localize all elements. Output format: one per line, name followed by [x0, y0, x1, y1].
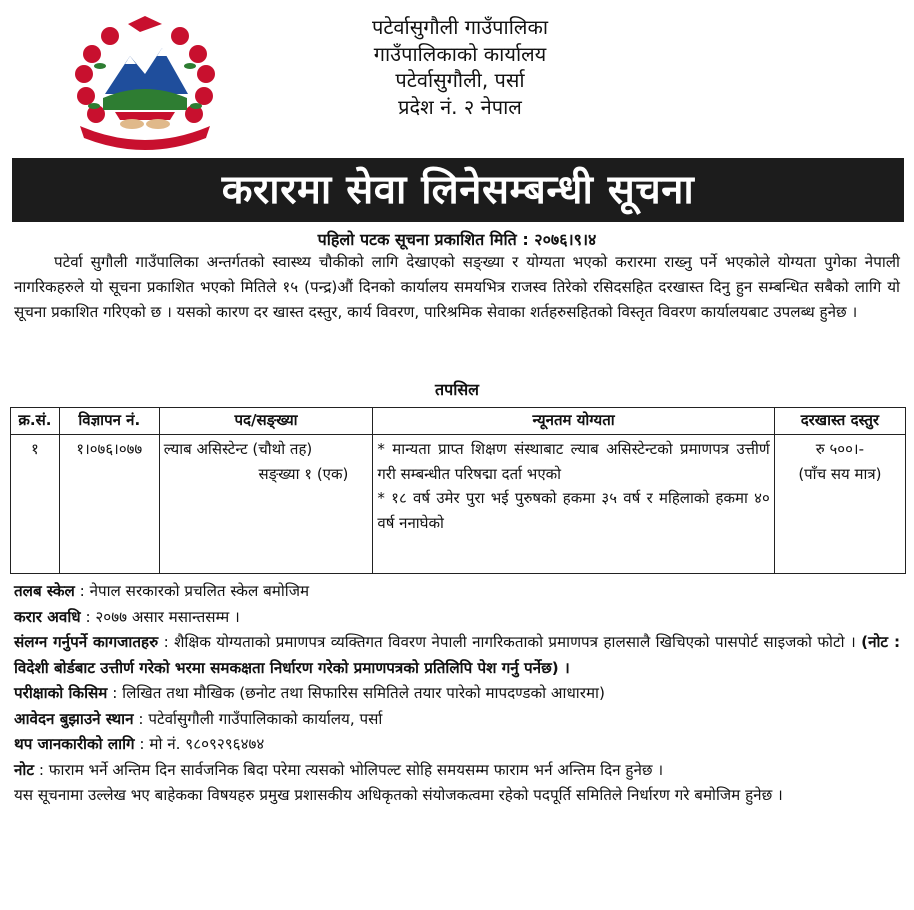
note-label: नोट — [14, 760, 35, 779]
exam-label: परीक्षाको किसिम — [14, 684, 108, 702]
qualification-item: * १८ वर्ष उमेर पुरा भई पुरुषको हकमा ३५ वर्ष र महिलाको हकमा ४० वर्ष ननाघेको — [377, 489, 770, 532]
office-name: गाउँपालिकाको कार्यालय — [373, 41, 547, 66]
fee-amount: रु ५००।- — [815, 440, 865, 458]
salary-value: : नेपाल सरकारको प्रचलित स्केल बमोजिम — [79, 582, 310, 600]
notice-details — [14, 579, 900, 809]
contract-label: करार अवधि — [14, 607, 81, 626]
col-serial-header: क्र.सं. — [11, 408, 60, 435]
salary-scale-line — [14, 579, 900, 605]
qualification-item: * मान्यता प्राप्त शिक्षण संस्थाबाट ल्याब असिस्टेन्टको प्रमाणपत्र उत्तीर्ण गरी सम्बन्धीत परिषद्मा दर्ता भएको — [377, 440, 770, 483]
municipality-name: पटेर्वासुगौली गाउँपालिका — [371, 15, 549, 39]
fee-cell — [774, 435, 905, 574]
table-header-row — [11, 408, 906, 435]
qualification-cell — [373, 435, 774, 574]
schedule-heading: तपसिल — [434, 380, 480, 399]
office-address-block — [250, 14, 670, 120]
post-count: सङ्ख्या १ (एक) — [258, 464, 349, 483]
exam-type-line — [14, 681, 900, 707]
documents-label: संलग्न गर्नुपर्ने कागजातहरु — [14, 633, 159, 651]
required-documents-line — [14, 630, 900, 681]
nepal-government-emblem-icon — [70, 14, 220, 154]
col-advert-header: विज्ञापन नं. — [59, 408, 159, 435]
table-row — [11, 435, 906, 574]
contact-label: थप जानकारीको लागि — [14, 735, 135, 753]
submission-place-line — [14, 707, 900, 733]
publication-date: पहिलो पटक सूचना प्रकाशित मिति : २०७६।९।४ — [317, 230, 597, 249]
salary-label: तलब स्केल — [14, 582, 75, 600]
contact-value: : मो नं. ९८०९२९६४७४ — [139, 735, 265, 753]
exam-value: : लिखित तथा मौखिक (छनोट तथा सिफारिस समितिले तयार पारेको मापदण्डको आधारमा) — [112, 684, 605, 702]
col-fee-header: दरखास्त दस्तुर — [774, 408, 905, 435]
fee-in-words: (पाँच सय मात्र) — [798, 464, 882, 483]
submit-value: : पटेर्वासुगौली गाउँपालिकाको कार्यालय, पर्सा — [138, 709, 383, 728]
advert-cell: १।०७६।०७७ — [59, 435, 159, 574]
documents-value: : शैक्षिक योग्यताको प्रमाणपत्र व्यक्तिगत विवरण नेपाली नागरिकताको प्रमाणपत्र हालसालै खिचिएको पासपोर्ट साइजको फोटो । — [163, 633, 856, 651]
intro-paragraph: पटेर्वा सुगौली गाउँपालिका अन्तर्गतको स्वास्थ्य चौकीको लागि देखाएको सङ्ख्या र योग्यता भएको करारमा राख्नु पर्ने भएकोले योग्यता पुगेका नेपाली नागरिकहरुले यो सूचना प्रकाशित भएको मितिले १५ (पन्द्र)औं दिनको कार्यालय समयभित्र राजस्व तिरेको रसिदसहित दरखास्त दिनु हुन सम्बन्धित सबैको लागि यो सूचना प्रकाशित गरिएको छ । यसको कारण दर खास्त दस्तुर, कार्य विवरण, पारिश्रमिक सेवाका शर्तहरुसहितको विस्तृत विवरण कार्यालयबाट उपलब्ध हुनेछ । — [14, 253, 900, 321]
closing-line: यस सूचनामा उल्लेख भए बाहेकका विषयहरु प्रमुख प्रशासकीय अधिकृतको संयोजकत्वमा रहेको पदपूर्ति समितिले निर्धारण गरे बमोजिम हुनेछ । — [14, 786, 783, 804]
documents-note: (नोट : विदेशी बोर्डबाट उत्तीर्ण गरेको भरमा समकक्षता निर्धारण गरेको प्रमाणपत्रको प्रतिलिपि पेश गर्नु पर्नेछ) । — [14, 633, 901, 677]
vacancy-table — [10, 407, 906, 574]
contract-value: : २०७७ असार मसान्तसम्म । — [85, 607, 240, 626]
notice-title: करारमा सेवा लिनेसम्बन्धी सूचना — [12, 158, 904, 222]
serial-cell: १ — [11, 435, 60, 574]
contact-line — [14, 732, 900, 758]
note-value: : फाराम भर्ने अन्तिम दिन सार्वजनिक बिदा परेमा त्यसको भोलिपल्ट सोहि समयसम्म फाराम भर्न अन्तिम दिन हुनेछ । — [38, 760, 664, 779]
note-line — [14, 758, 900, 784]
col-qualification-header: न्यूनतम योग्यता — [373, 408, 774, 435]
post-name: ल्याब असिस्टेन्ट (चौथो तह) — [163, 440, 313, 458]
office-location: पटेर्वासुगौली, पर्सा — [395, 68, 525, 92]
col-post-header: पद/सङ्ख्या — [159, 408, 373, 435]
post-cell — [159, 435, 373, 574]
province-name: प्रदेश नं. २ नेपाल — [398, 94, 522, 119]
contract-period-line — [14, 605, 900, 631]
submit-label: आवेदन बुझाउने स्थान — [14, 709, 134, 728]
